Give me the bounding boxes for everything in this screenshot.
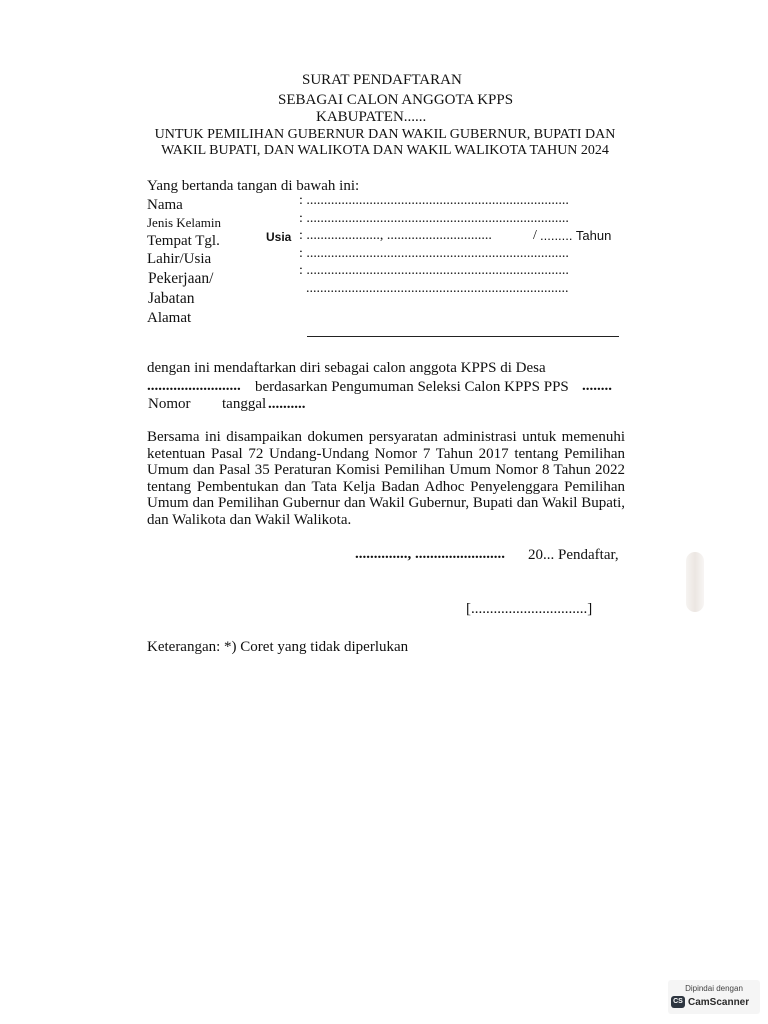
camscanner-logo-icon: CS [671,996,685,1008]
lahir-usia-label: Lahir/Usia [147,251,212,267]
tempat-tgl-field: : ....................., .............................. [299,228,492,243]
lahir-usia-field: : ........................................................................... [299,246,569,261]
tempat-tgl-label: Tempat Tgl. [147,233,220,249]
intro-text: Yang bertanda tangan di bawah ini: [147,178,360,194]
alamat-label: Alamat [147,310,192,326]
jenis-kelamin-field: : ........................................................................... [299,211,569,226]
declaration-line-2: berdasarkan Pengumuman Seleksi Calon KPPS PPS [255,379,569,395]
pekerjaan-label: Pekerjaan/ [148,270,214,287]
title-line-3: KABUPATEN...... [316,109,427,125]
declaration-line-1: dengan ini mendaftarkan diri sebagai calon anggota KPPS di Desa [147,360,546,376]
tanggal-dots: .......... [268,396,306,412]
jenis-kelamin-label: Jenis Kelamin [147,215,222,230]
pekerjaan-field: : ........................................................................... [299,263,569,278]
watermark-brand-row [671,996,749,1008]
nama-field: : ........................................................................... [299,193,569,208]
camscanner-watermark [668,980,760,1014]
jabatan-field: ........................................................................... [306,281,569,296]
desa-dots: ......................... [147,378,241,394]
signature-name-field: [...............................] [466,601,593,617]
watermark-brand: CamScanner [688,996,750,1008]
tanggal-label: tanggal [222,396,267,412]
subtitle-line-2: WAKIL BUPATI, DAN WALIKOTA DAN WAKIL WALIKOTA TAHUN 2024 [161,143,609,158]
nama-label: Nama [147,197,183,213]
title-line-1: SURAT PENDAFTARAN [302,72,462,88]
jabatan-label: Jabatan [148,290,195,307]
pps-dots: ........ [582,378,612,394]
scan-smudge [686,552,704,612]
title-line-2: SEBAGAI CALON ANGGOTA KPPS [278,92,514,108]
nomor-label: Nomor [148,396,191,412]
subtitle-line-1: UNTUK PEMILIHAN GUBERNUR DAN WAKIL GUBERNUR, BUPATI DAN [154,127,616,142]
watermark-caption: Dipindai dengan [685,984,743,993]
requirements-paragraph: Bersama ini disampaikan dokumen persyaratan administrasi untuk memenuhi ketentuan Pasal 72 Undang-Undang Nomor 7 Tahun 2017 tentang Pemilihan Umum dan Pasal 35 Peraturan Komisi Pemilihan Umum Nomor 8 Tahun 2022 tentang Pembentukan dan Tata Kelja Badan Adhoc Penyelenggara Pemilihan Umum dan Pemilihan Gubernur dan Wakil Gubernur, Bupati dan Wakil Bupati, dan Walikota dan Wakil Walikota. [147,429,625,528]
place-date-dots: .............., ........................ [355,546,505,562]
usia-tahun-field: ......... Tahun [540,228,612,243]
usia-slash: / [533,228,537,243]
usia-label: Usia [266,230,292,244]
alamat-line [307,336,619,337]
note-text: Keterangan: *) Coret yang tidak diperlukan [147,639,409,655]
pendaftar-label: 20... Pendaftar, [528,547,619,563]
